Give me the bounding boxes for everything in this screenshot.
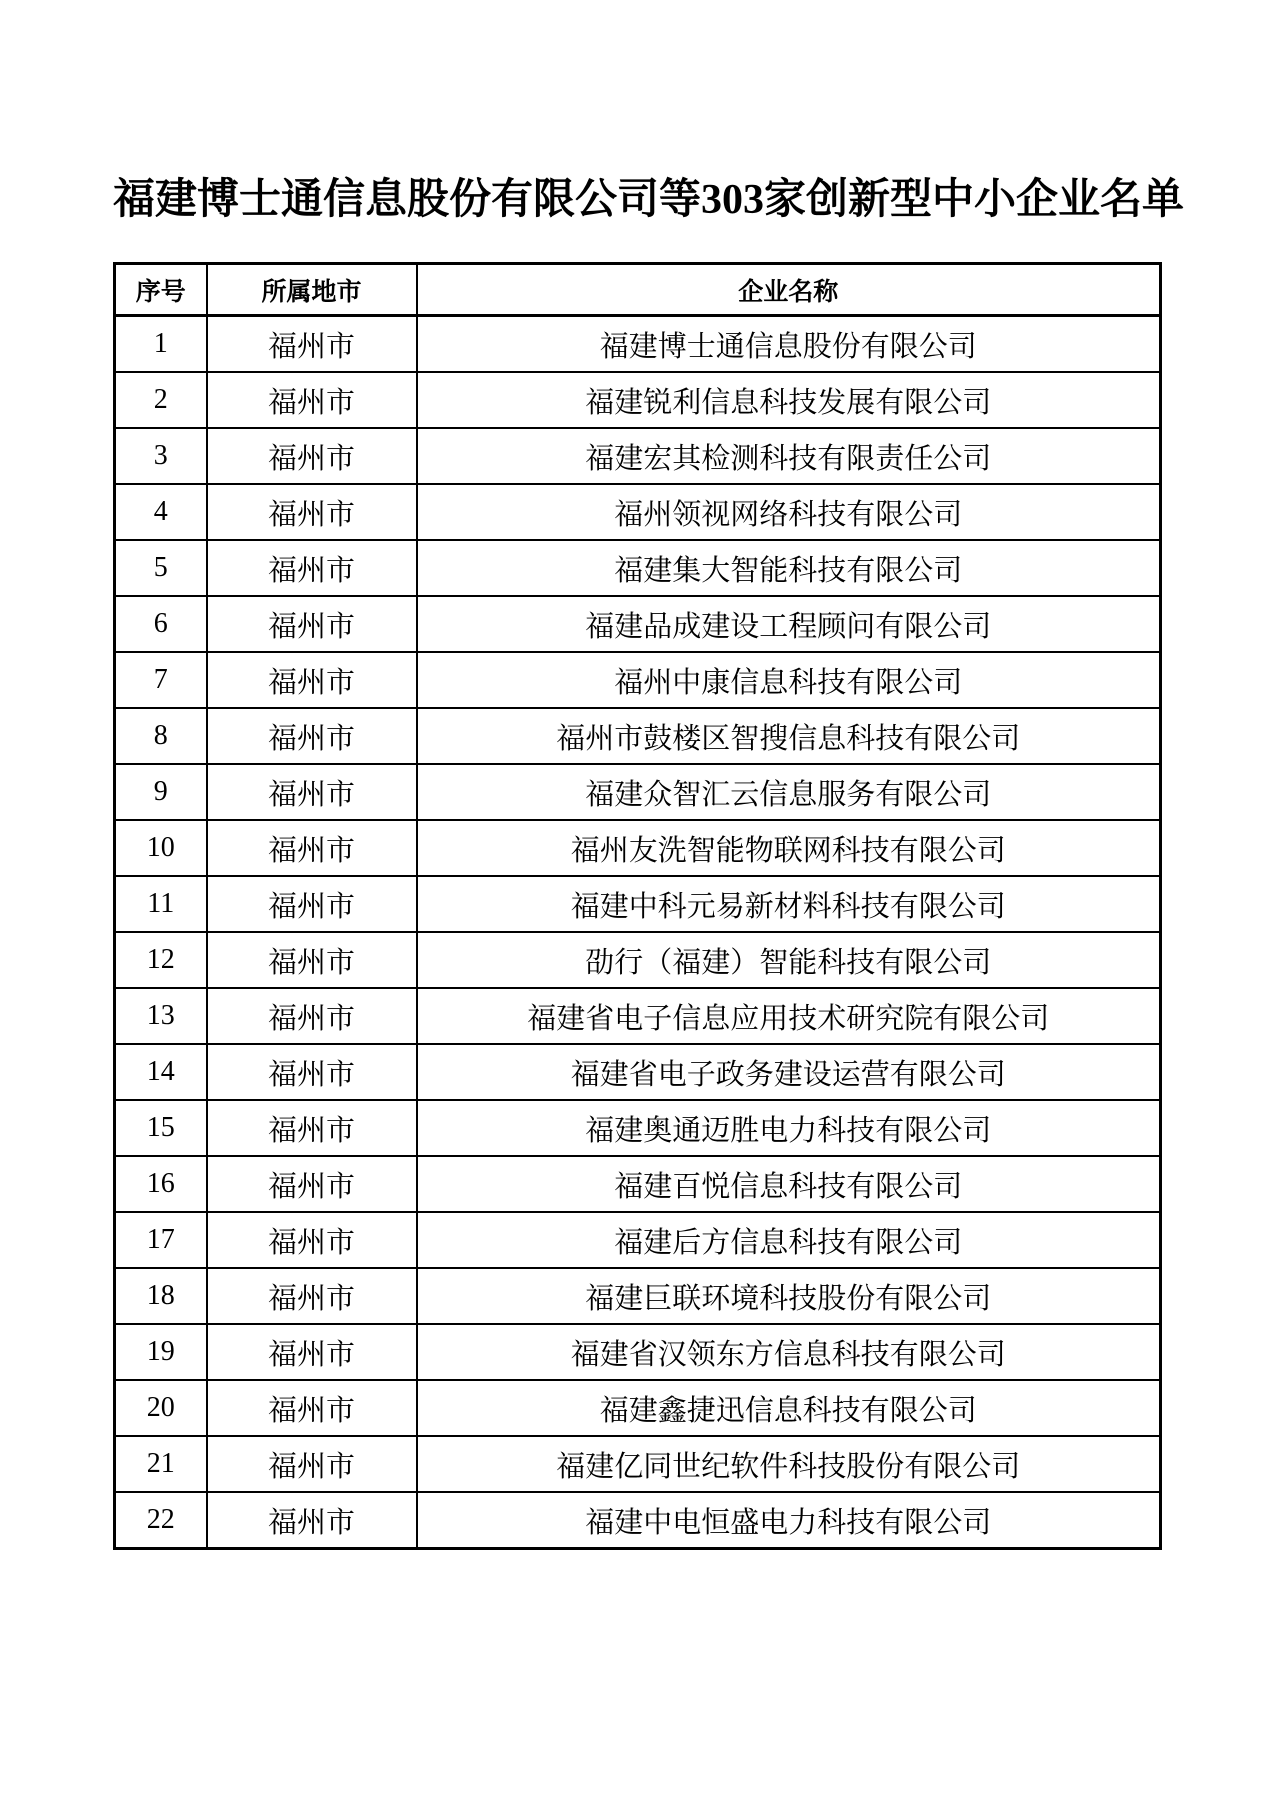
table-row	[115, 1324, 1161, 1380]
cell-company-name: 福州中康信息科技有限公司	[417, 652, 1161, 708]
table-row	[115, 540, 1161, 596]
cell-serial-number: 4	[115, 484, 207, 540]
table-row	[115, 1100, 1161, 1156]
cell-serial-number: 8	[115, 708, 207, 764]
table-row	[115, 764, 1161, 820]
table-row	[115, 820, 1161, 876]
cell-company-name: 福州领视网络科技有限公司	[417, 484, 1161, 540]
cell-city: 福州市	[207, 876, 417, 932]
table-row	[115, 1212, 1161, 1268]
cell-city: 福州市	[207, 1044, 417, 1100]
table-row	[115, 316, 1161, 373]
cell-city: 福州市	[207, 708, 417, 764]
table-row	[115, 1044, 1161, 1100]
table-row	[115, 652, 1161, 708]
cell-city: 福州市	[207, 1380, 417, 1436]
cell-city: 福州市	[207, 820, 417, 876]
cell-city: 福州市	[207, 1212, 417, 1268]
cell-company-name: 福建巨联环境科技股份有限公司	[417, 1268, 1161, 1324]
cell-company-name: 福建省汉领东方信息科技有限公司	[417, 1324, 1161, 1380]
page-title: 福建博士通信息股份有限公司等303家创新型中小企业名单	[113, 177, 1185, 223]
cell-city: 福州市	[207, 988, 417, 1044]
cell-city: 福州市	[207, 372, 417, 428]
cell-company-name: 福建集大智能科技有限公司	[417, 540, 1161, 596]
cell-serial-number: 3	[115, 428, 207, 484]
table-row	[115, 1492, 1161, 1549]
cell-company-name: 福建博士通信息股份有限公司	[417, 316, 1161, 373]
table-body	[115, 316, 1161, 1549]
cell-city: 福州市	[207, 540, 417, 596]
cell-serial-number: 17	[115, 1212, 207, 1268]
cell-serial-number: 2	[115, 372, 207, 428]
cell-company-name: 福建鑫捷迅信息科技有限公司	[417, 1380, 1161, 1436]
cell-company-name: 劭行（福建）智能科技有限公司	[417, 932, 1161, 988]
cell-serial-number: 22	[115, 1492, 207, 1549]
cell-city: 福州市	[207, 932, 417, 988]
cell-city: 福州市	[207, 1492, 417, 1549]
cell-company-name: 福建宏其检测科技有限责任公司	[417, 428, 1161, 484]
cell-city: 福州市	[207, 1268, 417, 1324]
cell-city: 福州市	[207, 1156, 417, 1212]
cell-company-name: 福建中科元易新材料科技有限公司	[417, 876, 1161, 932]
cell-company-name: 福建众智汇云信息服务有限公司	[417, 764, 1161, 820]
cell-serial-number: 15	[115, 1100, 207, 1156]
table-row	[115, 596, 1161, 652]
cell-serial-number: 7	[115, 652, 207, 708]
cell-city: 福州市	[207, 764, 417, 820]
cell-company-name: 福州市鼓楼区智搜信息科技有限公司	[417, 708, 1161, 764]
cell-city: 福州市	[207, 428, 417, 484]
cell-serial-number: 18	[115, 1268, 207, 1324]
table-row	[115, 708, 1161, 764]
cell-company-name: 福建中电恒盛电力科技有限公司	[417, 1492, 1161, 1549]
table-header	[115, 264, 1161, 316]
cell-company-name: 福建锐利信息科技发展有限公司	[417, 372, 1161, 428]
cell-company-name: 福州友洗智能物联网科技有限公司	[417, 820, 1161, 876]
cell-city: 福州市	[207, 1324, 417, 1380]
cell-serial-number: 6	[115, 596, 207, 652]
cell-serial-number: 19	[115, 1324, 207, 1380]
cell-city: 福州市	[207, 652, 417, 708]
table-row	[115, 484, 1161, 540]
cell-serial-number: 16	[115, 1156, 207, 1212]
header-cell-city: 所属地市	[207, 264, 417, 316]
table-row	[115, 1156, 1161, 1212]
cell-serial-number: 13	[115, 988, 207, 1044]
cell-serial-number: 14	[115, 1044, 207, 1100]
cell-city: 福州市	[207, 596, 417, 652]
cell-city: 福州市	[207, 1100, 417, 1156]
cell-serial-number: 20	[115, 1380, 207, 1436]
header-cell-company-name: 企业名称	[417, 264, 1161, 316]
cell-city: 福州市	[207, 484, 417, 540]
cell-company-name: 福建品成建设工程顾问有限公司	[417, 596, 1161, 652]
company-list-table	[113, 262, 1162, 1550]
table-row	[115, 372, 1161, 428]
header-cell-serial-number: 序号	[115, 264, 207, 316]
cell-company-name: 福建亿同世纪软件科技股份有限公司	[417, 1436, 1161, 1492]
cell-company-name: 福建后方信息科技有限公司	[417, 1212, 1161, 1268]
cell-company-name: 福建省电子信息应用技术研究院有限公司	[417, 988, 1161, 1044]
table-row	[115, 932, 1161, 988]
cell-serial-number: 5	[115, 540, 207, 596]
table-row	[115, 1380, 1161, 1436]
cell-serial-number: 11	[115, 876, 207, 932]
cell-serial-number: 21	[115, 1436, 207, 1492]
cell-serial-number: 10	[115, 820, 207, 876]
cell-company-name: 福建省电子政务建设运营有限公司	[417, 1044, 1161, 1100]
table-header-row	[115, 264, 1161, 316]
cell-city: 福州市	[207, 316, 417, 373]
table-row	[115, 1268, 1161, 1324]
cell-serial-number: 1	[115, 316, 207, 373]
table-row	[115, 428, 1161, 484]
cell-company-name: 福建百悦信息科技有限公司	[417, 1156, 1161, 1212]
cell-company-name: 福建奥通迈胜电力科技有限公司	[417, 1100, 1161, 1156]
table-row	[115, 988, 1161, 1044]
cell-city: 福州市	[207, 1436, 417, 1492]
table-row	[115, 876, 1161, 932]
table-row	[115, 1436, 1161, 1492]
cell-serial-number: 9	[115, 764, 207, 820]
cell-serial-number: 12	[115, 932, 207, 988]
